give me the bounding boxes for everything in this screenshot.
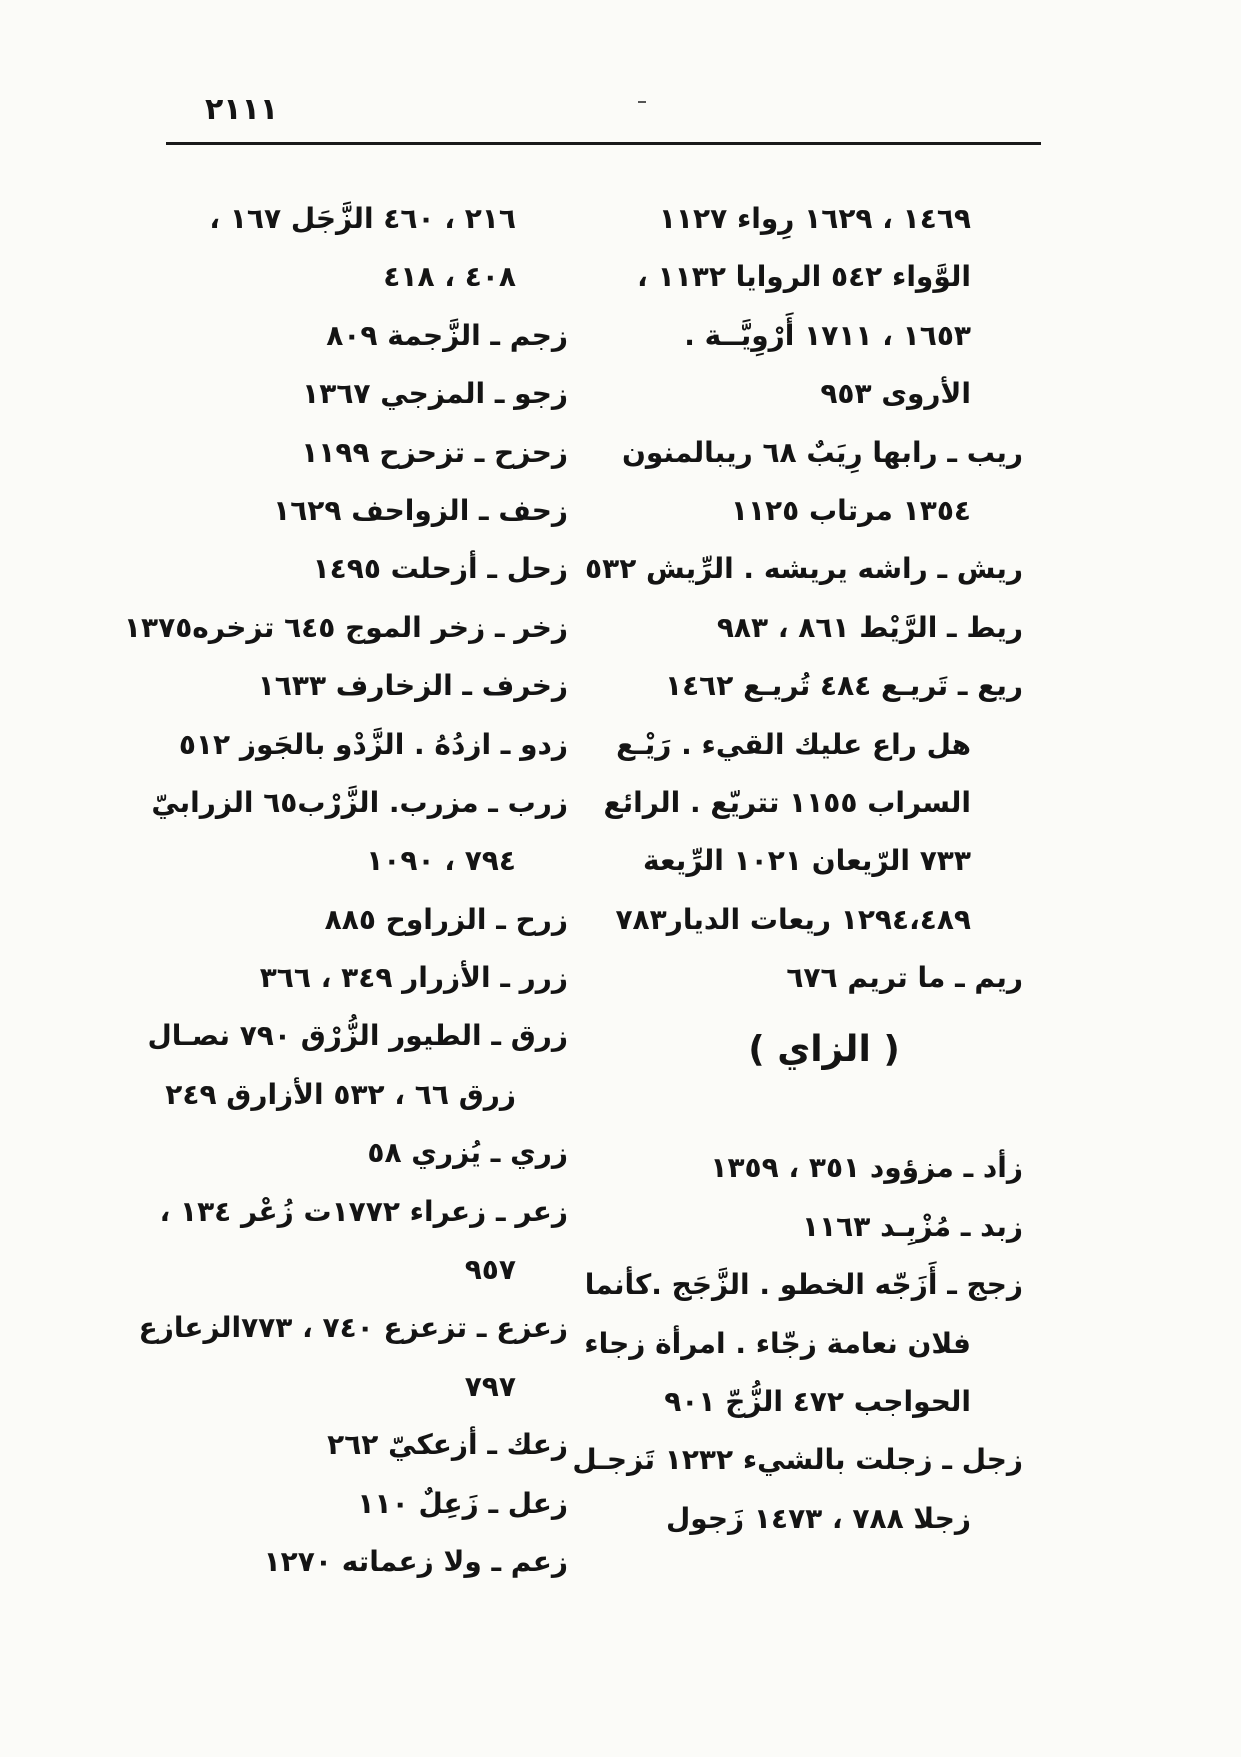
index-entry-line: ١٦٥٣ ، ١٧١١ أَرْوِيَّــة . — [684, 318, 971, 352]
page-number: ٢١١١ — [205, 92, 279, 127]
right-column-entries — [585, 190, 1023, 1007]
index-entry-line: زجو ـ المزجي ١٣٦٧ — [302, 377, 568, 411]
index-entry-line: زجل ـ زجلت بالشيء ١٢٣٢ تَزجـل — [572, 1443, 1023, 1477]
index-entry-line: ٢١٦ ، ٤٦٠ الزَّجَل ١٦٧ ، — [209, 202, 516, 235]
index-entry-line: زرر ـ الأزرار ٣٤٩ ، ٣٦٦ — [259, 961, 568, 995]
index-entry-line: زدو ـ ازدُهُ . الزَّدْو بالجَوز ٥١٢ — [178, 727, 568, 761]
index-entry-line: زخر ـ زخر الموج ٦٤٥ تزخره١٣٧٥ — [123, 610, 568, 644]
right-column-entries-after-heading — [572, 1139, 1023, 1548]
index-entry-line: ريط ـ الرَّيْط ٨٦١ ، ٩٨٣ — [716, 610, 1023, 644]
index-entry-line: ريش ـ راشه يريشه . الرِّيش ٥٣٢ — [585, 552, 1023, 586]
index-entry-line: زرق ـ الطيور الزُّرْق ٧٩٠ نصـال — [147, 1019, 568, 1053]
index-entry-line: ريع ـ تَريـع ٤٨٤ تُريـع ١٤٦٢ — [665, 669, 1023, 703]
index-entry-line: هل راع عليك القيء . رَيْـع — [616, 727, 971, 761]
index-entry-line: السراب ١١٥٥ تتريّع . الرائع — [603, 785, 971, 819]
index-entry-line: ٧٣٣ الرّيعان ١٠٢١ الرِّيعة — [643, 844, 971, 878]
index-entry-line: ٩٥٧ — [464, 1253, 516, 1287]
index-entry-line: ١٣٥٤ مرتاب ١١٢٥ — [730, 493, 971, 527]
header-rule — [166, 142, 1041, 145]
index-entry-line: زجم ـ الزَّجمة ٨٠٩ — [326, 318, 568, 352]
index-entry-line: زرح ـ الزراوح ٨٨٥ — [324, 902, 568, 936]
ink-mark — [638, 101, 646, 103]
index-entry-line: ريب ـ رابها رِيَبٌ ٦٨ ريبالمنون — [621, 435, 1023, 469]
index-entry-line: زعم ـ ولا زعماته ١٢٧٠ — [263, 1544, 568, 1578]
index-entry-line: زبد ـ مُزْبِـد ١١٦٣ — [802, 1209, 1023, 1243]
index-entry-line: زرب ـ مزرب. الزَّرْب٦٥ الزرابيّ — [151, 785, 568, 819]
index-entry-line: ١٢٩٤،٤٨٩ ريعات الديار٧٨٣ — [615, 902, 971, 936]
index-entry-line: زجج ـ أَزَجّه الخطو . الزَّجَج .كأنما — [584, 1268, 1023, 1302]
index-entry-line: ٤٠٨ ، ٤١٨ — [383, 260, 516, 294]
index-entry-line: زعر ـ زعراء ١٧٧٢ت زُعْر ١٣٤ ، — [159, 1194, 568, 1228]
index-entry-line: زري ـ يُزري ٥٨ — [367, 1136, 568, 1170]
right-column — [572, 190, 1023, 1548]
index-entry-line: زحف ـ الزواحف ١٦٢٩ — [273, 493, 568, 527]
index-entry-line: الوَّواء ٥٤٢ الروايا ١١٣٢ ، — [637, 260, 971, 294]
index-entry-line: زرق ٦٦ ، ٥٣٢ الأزارق ٢٤٩ — [165, 1077, 516, 1111]
section-heading: ( الزاي ) — [748, 1029, 900, 1071]
index-entry-line: فلان نعامة زجّاء . امرأة زجاء — [584, 1326, 971, 1360]
index-entry-line: زعل ـ زَعِلٌ ١١٠ — [357, 1486, 568, 1520]
index-entry-line: زعزع ـ تزعزع ٧٤٠ ، ٧٧٣الزعازع — [138, 1311, 568, 1345]
index-entry-line: ٧٩٤ ، ١٠٩٠ — [366, 844, 516, 878]
index-entry-line: زجلا ٧٨٨ ، ١٤٧٣ زَجول — [666, 1501, 971, 1535]
index-entry-line: زخرف ـ الزخارف ١٦٣٣ — [257, 669, 568, 703]
left-column-entries — [123, 190, 568, 1591]
index-entry-line: زأد ـ مزؤود ٣٥١ ، ١٣٥٩ — [710, 1151, 1023, 1185]
left-column — [123, 190, 568, 1591]
index-entry-line: زحل ـ أزحلت ١٤٩٥ — [312, 552, 568, 586]
index-entry-line: الحواجب ٤٧٢ الزُّجّ ٩٠١ — [664, 1385, 971, 1419]
index-entry-line: الأروى ٩٥٣ — [820, 377, 971, 411]
index-entry-line: زحزح ـ تزحزح ١١٩٩ — [301, 435, 568, 469]
index-entry-line: زعك ـ أزعكيّ ٢٦٢ — [327, 1428, 568, 1462]
index-entry-line: ٧٩٧ — [464, 1369, 516, 1403]
index-entry-line: ١٤٦٩ ، ١٦٢٩ رِواء ١١٢٧ — [658, 202, 971, 235]
index-entry-line: ريم ـ ما تريم ٦٧٦ — [786, 961, 1023, 995]
